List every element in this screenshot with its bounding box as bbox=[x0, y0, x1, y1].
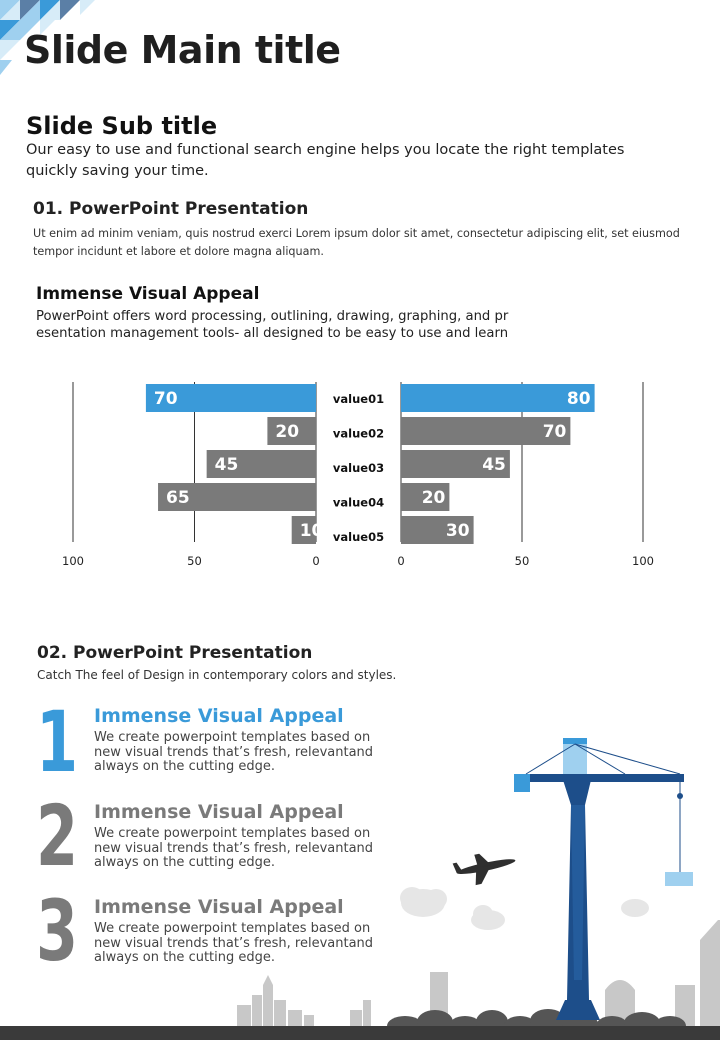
cloud-icon bbox=[400, 887, 649, 930]
left-tick-label: 0 bbox=[312, 554, 320, 568]
item-3-text: We create powerpoint templates based on new visual trends that’s fresh, relevantand always on the cutting edge. bbox=[94, 921, 374, 965]
right-bar-label: 20 bbox=[421, 488, 446, 508]
category-label: value01 bbox=[332, 392, 385, 406]
right-tick-label: 100 bbox=[632, 554, 654, 568]
right-tick-label: 50 bbox=[514, 554, 530, 568]
airplane-icon bbox=[452, 847, 519, 889]
right-bar-label: 70 bbox=[542, 422, 567, 442]
item-2-text: We create powerpoint templates based on new visual trends that’s fresh, relevantand always on the cutting edge. bbox=[94, 826, 374, 870]
slide-title: Slide Main title bbox=[24, 28, 341, 72]
item-3-title: Immense Visual Appeal bbox=[94, 896, 344, 918]
subtitle-text: Our easy to use and functional search engine helps you locate the right templates quickly saving your time. bbox=[26, 142, 625, 179]
left-bar-label: 45 bbox=[214, 455, 239, 475]
section1-text: Ut enim ad minim veniam, quis nostrud exerci Lorem ipsum dolor sit amet, consectetur adipiscing elit, set eiusmod tempor incidunt et labore et dolore magna aliquam. bbox=[33, 227, 680, 258]
right-bar bbox=[401, 384, 595, 412]
item-2-title: Immense Visual Appeal bbox=[94, 801, 344, 823]
crane-icon bbox=[514, 738, 693, 1020]
category-label: value03 bbox=[332, 461, 385, 475]
visual-appeal-heading: Immense Visual Appeal bbox=[36, 284, 260, 304]
category-label: value04 bbox=[332, 495, 385, 510]
left-tick-label: 100 bbox=[62, 554, 84, 568]
left-bar-label: 20 bbox=[275, 422, 300, 442]
item-1-title: Immense Visual Appeal bbox=[94, 705, 344, 727]
number-3: 3 bbox=[36, 882, 79, 980]
slide-subtitle: Slide Sub title bbox=[26, 112, 218, 140]
category-label: value02 bbox=[332, 426, 385, 441]
number-1: 1 bbox=[36, 693, 79, 791]
left-tick-label: 50 bbox=[187, 554, 202, 568]
left-bar-label: 70 bbox=[153, 389, 178, 409]
number-2: 2 bbox=[36, 787, 79, 885]
left-bar-label: 10 bbox=[299, 521, 324, 541]
right-bar-label: 80 bbox=[566, 389, 591, 409]
item-1-text: We create powerpoint templates based on new visual trends that’s fresh, relevantand always on the cutting edge. bbox=[94, 730, 374, 774]
butterfly-bar-chart bbox=[0, 370, 720, 580]
left-bar-label: 65 bbox=[166, 488, 190, 508]
construction-illustration bbox=[230, 730, 720, 1030]
right-tick-label: 0 bbox=[397, 554, 405, 568]
right-bar-label: 30 bbox=[445, 521, 470, 541]
section2-text: Catch The feel of Design in contemporary colors and styles. bbox=[37, 668, 397, 682]
category-label: value05 bbox=[332, 530, 385, 544]
section1-heading: 01. PowerPoint Presentation bbox=[33, 199, 309, 219]
visual-appeal-text: PowerPoint offers word processing, outlining, drawing, graphing, and pr esentation management tools- all designed to be easy to use and learn bbox=[36, 309, 509, 341]
section2-heading: 02. PowerPoint Presentation bbox=[37, 643, 313, 663]
right-bar-label: 45 bbox=[482, 455, 506, 475]
bottom-bar bbox=[0, 1026, 720, 1040]
